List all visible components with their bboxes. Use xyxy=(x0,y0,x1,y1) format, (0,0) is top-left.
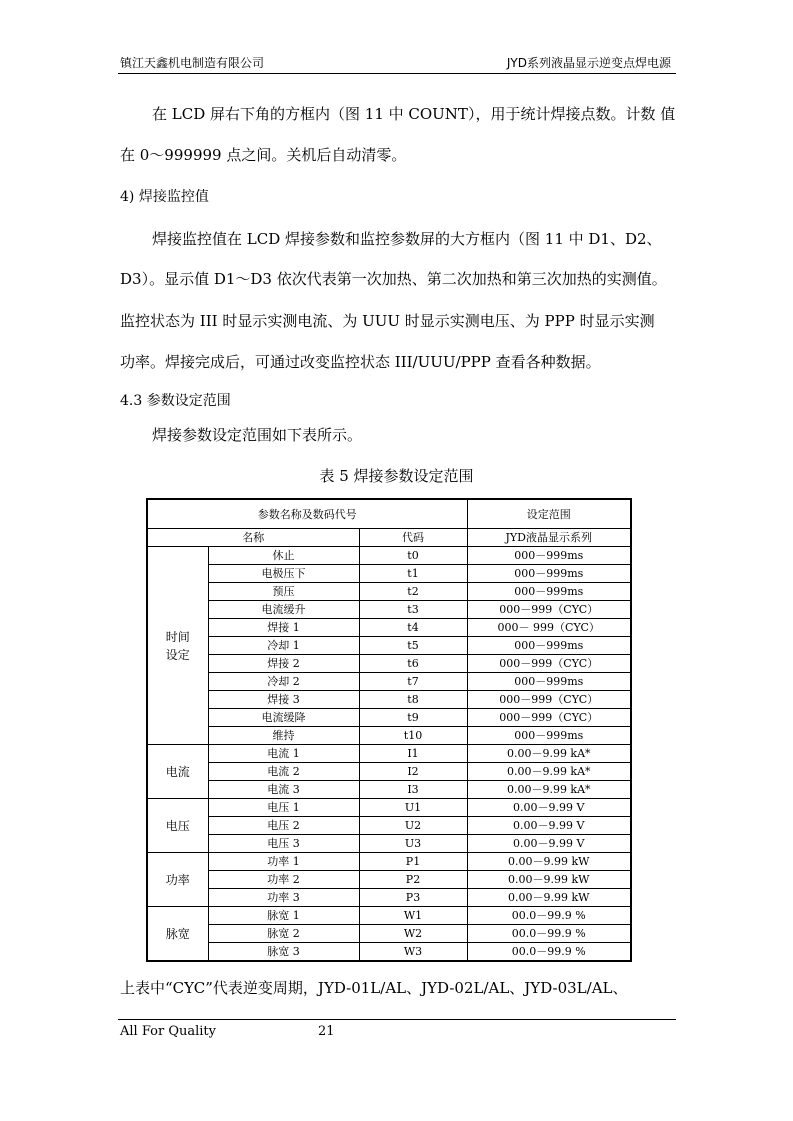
table-row xyxy=(147,763,631,781)
table-row xyxy=(147,565,631,583)
table-header-row-1 xyxy=(147,499,631,529)
param-name-cell: 电极压下 xyxy=(208,565,359,583)
table-row xyxy=(147,727,631,745)
table-row xyxy=(147,637,631,655)
table-row xyxy=(147,619,631,637)
param-name-cell: 电压 1 xyxy=(208,799,359,817)
param-range-cell: 000－999ms xyxy=(467,673,631,691)
table-header-row-2 xyxy=(147,529,631,547)
param-name-cell: 冷却 2 xyxy=(208,673,359,691)
param-code-cell: U2 xyxy=(359,817,467,835)
param-code-cell: t0 xyxy=(359,547,467,565)
table-row xyxy=(147,691,631,709)
param-range-cell: 00.0－99.9 % xyxy=(467,925,631,943)
param-range-cell: 000－999ms xyxy=(467,637,631,655)
header-param-name-code: 参数名称及数码代号 xyxy=(147,499,467,529)
param-range-cell: 000－999ms xyxy=(467,727,631,745)
param-code-cell: I2 xyxy=(359,763,467,781)
param-range-cell: 0.00－9.99 V xyxy=(467,799,631,817)
param-code-cell: W3 xyxy=(359,943,467,962)
param-name-cell: 功率 2 xyxy=(208,871,359,889)
footer-slogan: All For Quality xyxy=(120,1024,216,1039)
group-label-cell xyxy=(147,853,208,907)
group-label: 脉宽 xyxy=(165,926,190,941)
paragraph-monitor-line-2: D3）。显示值 D1～D3 依次代表第一次加热、第二次加热和第三次加热的实测值。 xyxy=(120,270,667,288)
param-name-cell: 电流 2 xyxy=(208,763,359,781)
header-product-title: JYD系列液晶显示逆变点焊电源 xyxy=(506,56,671,70)
param-code-cell: W2 xyxy=(359,925,467,943)
param-name-cell: 电压 3 xyxy=(208,835,359,853)
table-row xyxy=(147,925,631,943)
header-setting-range: 设定范围 xyxy=(467,499,631,529)
table-row xyxy=(147,745,631,763)
table-row xyxy=(147,547,631,565)
paragraph-monitor-line-3: 监控状态为 III 时显示实测电流、为 UUU 时显示实测电压、为 PPP 时显示实测 xyxy=(120,312,655,330)
param-range-cell: 00.0－99.9 % xyxy=(467,943,631,962)
param-name-cell: 休止 xyxy=(208,547,359,565)
group-label: 功率 xyxy=(165,872,190,887)
param-name-cell: 冷却 1 xyxy=(208,637,359,655)
paragraph-count-line-1: 在 LCD 屏右下角的方框内（图 11 中 COUNT），用于统计焊接点数。计数 值 xyxy=(152,105,676,123)
table-row xyxy=(147,583,631,601)
param-name-cell: 脉宽 1 xyxy=(208,907,359,925)
group-label-cell xyxy=(147,547,208,745)
param-range-cell: 000－ 999（CYC） xyxy=(467,619,631,637)
paragraph-count-line-2: 在 0～999999 点之间。关机后自动清零。 xyxy=(120,146,407,164)
param-code-cell: t10 xyxy=(359,727,467,745)
header-divider xyxy=(118,73,676,74)
param-range-cell: 0.00－9.99 kW xyxy=(467,853,631,871)
param-range-cell: 00.0－99.9 % xyxy=(467,907,631,925)
header-code: 代码 xyxy=(359,529,467,547)
param-name-cell: 脉宽 3 xyxy=(208,943,359,962)
table-row xyxy=(147,673,631,691)
table-row xyxy=(147,889,631,907)
param-code-cell: t5 xyxy=(359,637,467,655)
param-range-cell: 0.00－9.99 kA* xyxy=(467,763,631,781)
param-code-cell: P3 xyxy=(359,889,467,907)
header-company: 镇江天鑫机电制造有限公司 xyxy=(120,56,265,70)
param-range-cell: 0.00－9.99 kW xyxy=(467,871,631,889)
param-code-cell: P1 xyxy=(359,853,467,871)
page-number: 21 xyxy=(318,1024,335,1039)
group-label-cell xyxy=(147,799,208,853)
param-range-table xyxy=(146,498,632,962)
footer-divider xyxy=(118,1019,676,1020)
param-code-cell: U3 xyxy=(359,835,467,853)
param-code-cell: t6 xyxy=(359,655,467,673)
header-name: 名称 xyxy=(147,529,359,547)
table-row xyxy=(147,907,631,925)
table-row xyxy=(147,943,631,962)
paragraph-monitor-line-1: 焊接监控值在 LCD 焊接参数和监控参数屏的大方框内（图 11 中 D1、D2、 xyxy=(152,230,662,248)
param-name-cell: 电流缓升 xyxy=(208,601,359,619)
table-intro: 焊接参数设定范围如下表所示。 xyxy=(152,426,363,444)
param-name-cell: 维持 xyxy=(208,727,359,745)
param-code-cell: t8 xyxy=(359,691,467,709)
param-name-cell: 功率 1 xyxy=(208,853,359,871)
paragraph-after-table: 上表中“CYC”代表逆变周期，JYD-01L/AL、JYD-02L/AL、JYD-03L/AL、 xyxy=(120,979,628,997)
param-name-cell: 焊接 3 xyxy=(208,691,359,709)
param-range-cell: 000－999ms xyxy=(467,547,631,565)
group-label-cell xyxy=(147,907,208,962)
param-name-cell: 电流 1 xyxy=(208,745,359,763)
param-range-cell: 000－999（CYC） xyxy=(467,601,631,619)
param-range-cell: 0.00－9.99 kA* xyxy=(467,781,631,799)
param-code-cell: W1 xyxy=(359,907,467,925)
param-code-cell: U1 xyxy=(359,799,467,817)
table-row xyxy=(147,871,631,889)
group-label: 电流 xyxy=(165,764,190,779)
param-name-cell: 电流缓降 xyxy=(208,709,359,727)
param-range-cell: 0.00－9.99 V xyxy=(467,817,631,835)
table-row xyxy=(147,799,631,817)
param-range-cell: 0.00－9.99 V xyxy=(467,835,631,853)
param-code-cell: t7 xyxy=(359,673,467,691)
param-name-cell: 焊接 1 xyxy=(208,619,359,637)
param-name-cell: 功率 3 xyxy=(208,889,359,907)
table-row xyxy=(147,817,631,835)
table-caption: 表 5 焊接参数设定范围 xyxy=(319,467,474,485)
param-code-cell: t3 xyxy=(359,601,467,619)
param-range-cell: 000－999（CYC） xyxy=(467,691,631,709)
table-row xyxy=(147,601,631,619)
table-row xyxy=(147,853,631,871)
param-range-cell: 000－999ms xyxy=(467,583,631,601)
param-code-cell: I3 xyxy=(359,781,467,799)
table-row xyxy=(147,655,631,673)
heading-monitor-value: 4) 焊接监控值 xyxy=(120,189,209,205)
param-code-cell: t9 xyxy=(359,709,467,727)
table-row xyxy=(147,709,631,727)
param-range-cell: 000－999ms xyxy=(467,565,631,583)
param-code-cell: I1 xyxy=(359,745,467,763)
paragraph-monitor-line-4: 功率。焊接完成后，可通过改变监控状态 III/UUU/PPP 查看各种数据。 xyxy=(120,353,601,371)
table-row xyxy=(147,781,631,799)
table-row xyxy=(147,835,631,853)
param-name-cell: 脉宽 2 xyxy=(208,925,359,943)
param-name-cell: 电压 2 xyxy=(208,817,359,835)
group-label: 电压 xyxy=(165,818,190,833)
param-code-cell: P2 xyxy=(359,871,467,889)
param-range-cell: 0.00－9.99 kW xyxy=(467,889,631,907)
param-name-cell: 焊接 2 xyxy=(208,655,359,673)
header-series: JYD液晶显示系列 xyxy=(467,529,631,547)
param-name-cell: 预压 xyxy=(208,583,359,601)
param-range-cell: 0.00－9.99 kA* xyxy=(467,745,631,763)
param-code-cell: t2 xyxy=(359,583,467,601)
param-range-cell: 000－999（CYC） xyxy=(467,655,631,673)
param-code-cell: t1 xyxy=(359,565,467,583)
group-label: 时间设定 xyxy=(165,629,190,662)
group-label-cell xyxy=(147,745,208,799)
param-name-cell: 电流 3 xyxy=(208,781,359,799)
section-heading-param-range: 4.3 参数设定范围 xyxy=(120,393,231,409)
param-code-cell: t4 xyxy=(359,619,467,637)
param-table-body xyxy=(147,499,631,961)
param-range-cell: 000－999（CYC） xyxy=(467,709,631,727)
